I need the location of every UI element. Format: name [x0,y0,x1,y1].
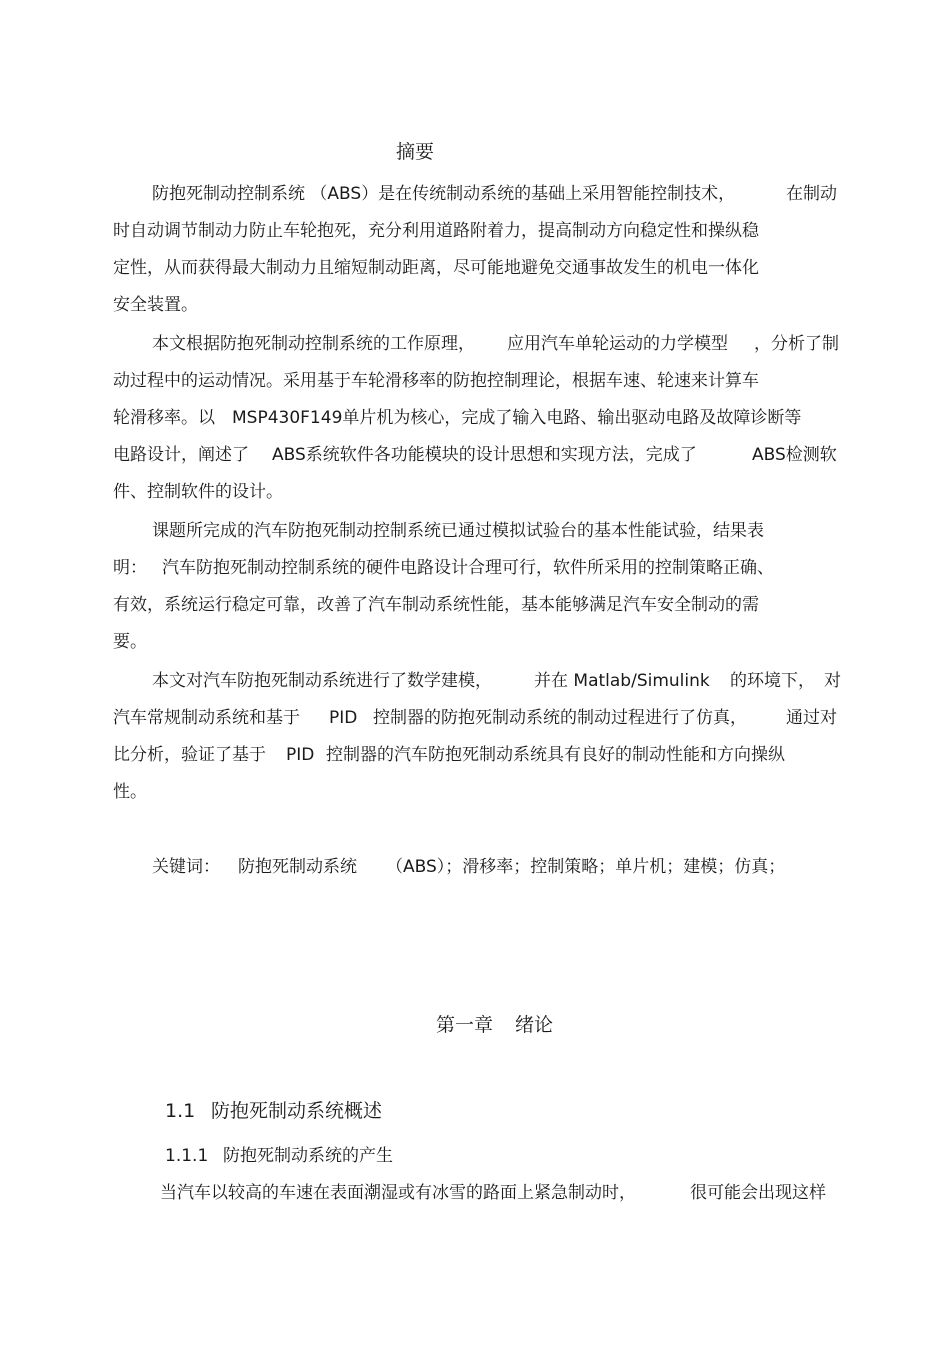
abstract-title: 摘要 [396,141,435,163]
text-line: 时自动调节制动力防止车轮抱死，充分利用道路附着力，提高制动方向稳定性和操纵稳 [113,221,759,241]
text-line: 动过程中的运动情况。采用基于车轮滑移率的防抱控制理论，根据车速、轮速来计算车 [113,371,759,391]
keywords-label: 关键词： [152,857,220,877]
text-line: 定性，从而获得最大制动力且缩短制动距离，尽可能地避免交通事故发生的机电一体化 [113,258,759,278]
keyword: （ABS）；滑移率；控制策略；单片机；建模；仿真； [386,857,786,877]
text-line: 有效，系统运行稳定可靠，改善了汽车制动系统性能，基本能够满足汽车安全制动的需 [113,595,759,615]
section-heading: 1.1 防抱死制动系统概述 [165,1100,383,1122]
subsection-heading: 1.1.1 防抱死制动系统的产生 [165,1146,393,1166]
text-line: 课题所完成的汽车防抱死制动控制系统已通过模拟试验台的基本性能试验，结果表 [152,521,764,541]
text-line: 要。 [113,632,147,652]
chapter-title: 第一章 绪论 [436,1014,554,1036]
text-line: 安全装置。 [113,295,198,315]
text-line: 性。 [113,782,147,802]
keyword: 防抱死制动系统 [238,857,357,877]
text-line: 件、控制软件的设计。 [113,482,283,502]
